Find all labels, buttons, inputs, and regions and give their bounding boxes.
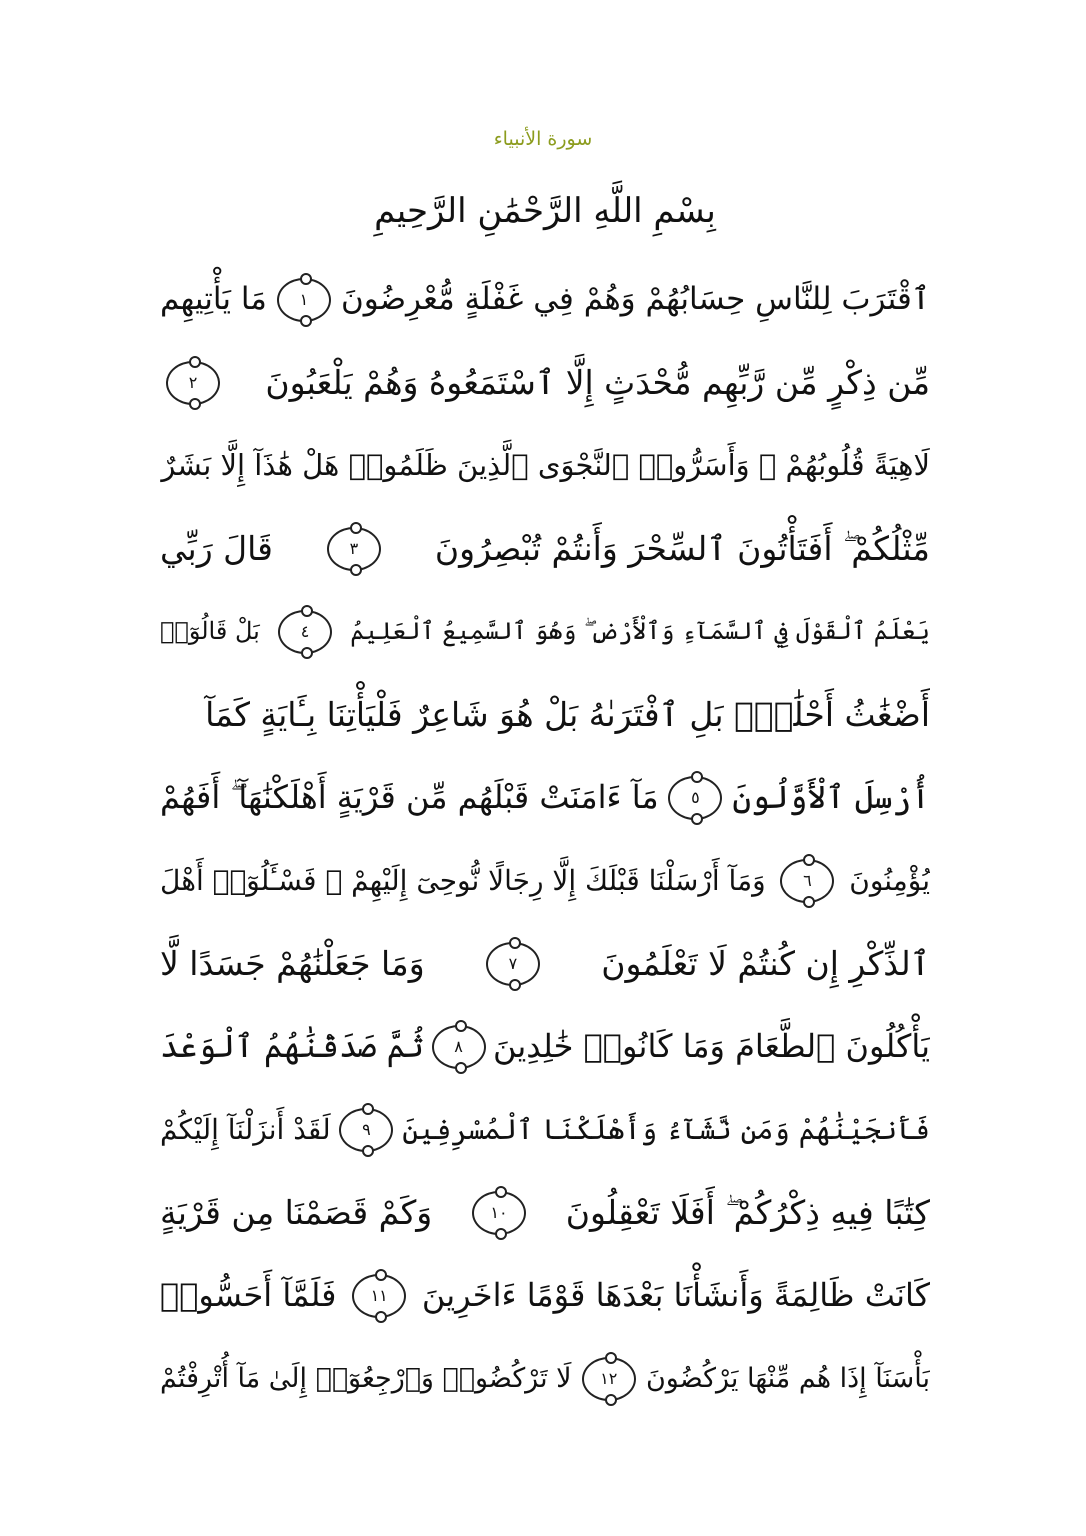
verse-lines [160, 258, 930, 1420]
verse-line [160, 756, 930, 839]
ayah-number: ٩ [362, 1119, 371, 1139]
verse-text: ٱلذِّكْرِ إِن كُنتُمْ لَا تَعْلَمُونَ [601, 944, 930, 983]
ayah-number-marker [278, 610, 332, 654]
verse-text: بَلْ قَالُوٓا۟ [160, 617, 260, 645]
verse-text: لَا تَرْكُضُوا۟ وَٱرْجِعُوٓا۟ إِلَىٰ مَآ أُتْرِفْتُمْ [160, 1363, 572, 1394]
verse-line [160, 590, 930, 673]
ayah-number: ٢ [188, 372, 198, 392]
verse-text: لَقَدْ أَنزَلْنَآ إِلَيْكُمْ [160, 1113, 331, 1146]
verse-text: فَلَمَّآ أَحَسُّوا۟ [160, 1276, 337, 1314]
ayah-number: ٧ [508, 953, 518, 973]
ayah-number: ٦ [803, 870, 812, 890]
verse-text: يَعْلَمُ ٱلْقَوْلَ فِي ٱلسَّمَآءِ وَٱلْأَرْضِ ۖ وَهُوَ ٱلسَّمِيعُ ٱلْعَلِيمُ [350, 617, 930, 645]
verse-text: كَانَتْ ظَالِمَةً وَأَنشَأْنَا بَعْدَهَا قَوْمًا ءَاخَرِينَ [421, 1276, 930, 1314]
verse-text: قَالَ رَبِّي [160, 529, 273, 568]
ayah-number: ٤ [300, 621, 310, 641]
ayah-number-marker [472, 1191, 526, 1235]
basmala: بِسْمِ اللَّهِ الرَّحْمَٰنِ الرَّحِيمِ [374, 191, 716, 231]
ayah-number-marker [166, 361, 220, 405]
verse-line [160, 922, 930, 1005]
ayah-number-marker [352, 1274, 406, 1318]
verse-line [160, 507, 930, 590]
verse-text: مَآ ءَامَنَتْ قَبْلَهُم مِّن قَرْيَةٍ أَهْلَكْنَٰهَآ ۖ أَفَهُمْ [160, 778, 659, 816]
verse-line [160, 424, 930, 507]
verse-text: يَأْكُلُونَ ٱلطَّعَامَ وَمَا كَانُوا۟ خَٰلِدِينَ [492, 1027, 930, 1065]
verse-line [160, 1254, 930, 1337]
verse-text: ثُمَّ صَدَقْنَٰهُمُ ٱلْوَعْدَ [160, 1027, 425, 1065]
ayah-number-marker [277, 278, 331, 322]
ayah-number: ١٢ [600, 1368, 618, 1388]
ayah-number: ٣ [349, 538, 359, 558]
ayah-number-marker [780, 859, 834, 903]
ayah-number: ١١ [370, 1285, 388, 1305]
ayah-number: ١٠ [490, 1202, 508, 1222]
ayah-number: ١ [299, 289, 309, 309]
ayah-number-marker [339, 1108, 393, 1152]
verse-line [160, 839, 930, 922]
surah-title: سورة الأنبياء [493, 128, 593, 150]
verse-text: وَكَمْ قَصَمْنَا مِن قَرْيَةٍ [160, 1193, 433, 1232]
ayah-number-marker [668, 776, 722, 820]
verse-text: أُرْسِلَ ٱلْأَوَّلُونَ [732, 778, 930, 816]
ayah-number-marker [327, 527, 381, 571]
verse-text: ٱقْتَرَبَ لِلنَّاسِ حِسَابُهُمْ وَهُمْ فِي غَفْلَةٍ مُّعْرِضُونَ [340, 281, 930, 317]
ayah-number-marker [432, 1025, 486, 1069]
verse-text: يُؤْمِنُونَ [849, 864, 930, 897]
verse-text: مِّثْلُكُمْ ۖ أَفَتَأْتُونَ ٱلسِّحْرَ وَأَنتُمْ تُبْصِرُونَ [434, 529, 930, 568]
verse-line [160, 1171, 930, 1254]
verse-line [160, 341, 930, 424]
verse-text: فَأَنجَيْنَٰهُمْ وَمَن نَّشَآءُ وَأَهْلَكْنَا ٱلْمُسْرِفِينَ [402, 1113, 930, 1146]
ayah-number-marker [582, 1357, 636, 1401]
verse-line [160, 1337, 930, 1420]
verse-text: مِّن ذِكْرٍ مِّن رَّبِّهِم مُّحْدَثٍ إِلَّا ٱسْتَمَعُوهُ وَهُمْ يَلْعَبُونَ [265, 363, 930, 402]
verse-text: مَا يَأْتِيهِم [160, 281, 267, 317]
verse-line [160, 258, 930, 341]
ayah-number: ٨ [454, 1036, 463, 1056]
verse-text: بَأْسَنَآ إِذَا هُم مِّنْهَا يَرْكُضُونَ [645, 1363, 930, 1394]
verse-text: أَضْغَٰثُ أَحْلَٰمٍۭ بَلِ ٱفْتَرَىٰهُ بَلْ هُوَ شَاعِرٌ فَلْيَأْتِنَا بِـَٔايَةٍ كَمَآ [205, 695, 930, 734]
ayah-number: ٥ [691, 787, 700, 807]
verse-text: كِتَٰبًا فِيهِ ذِكْرُكُمْ ۖ أَفَلَا تَعْقِلُونَ [565, 1193, 930, 1232]
verse-line [160, 673, 930, 756]
verse-text: لَاهِيَةً قُلُوبُهُمْ ۗ وَأَسَرُّوا۟ ٱلنَّجْوَى ٱلَّذِينَ ظَلَمُوا۟ هَلْ هَٰذَآ إِلَّا بَشَرٌ [161, 448, 930, 482]
verse-line [160, 1088, 930, 1171]
ayah-number-marker [486, 942, 540, 986]
verse-line [160, 1005, 930, 1088]
verse-text: وَمَآ أَرْسَلْنَا قَبْلَكَ إِلَّا رِجَالًا نُّوحِىٓ إِلَيْهِمْ ۖ فَسْـَٔلُوٓا۟ أَهْلَ [160, 864, 766, 897]
verse-text: وَمَا جَعَلْنَٰهُمْ جَسَدًا لَّا [160, 944, 425, 983]
